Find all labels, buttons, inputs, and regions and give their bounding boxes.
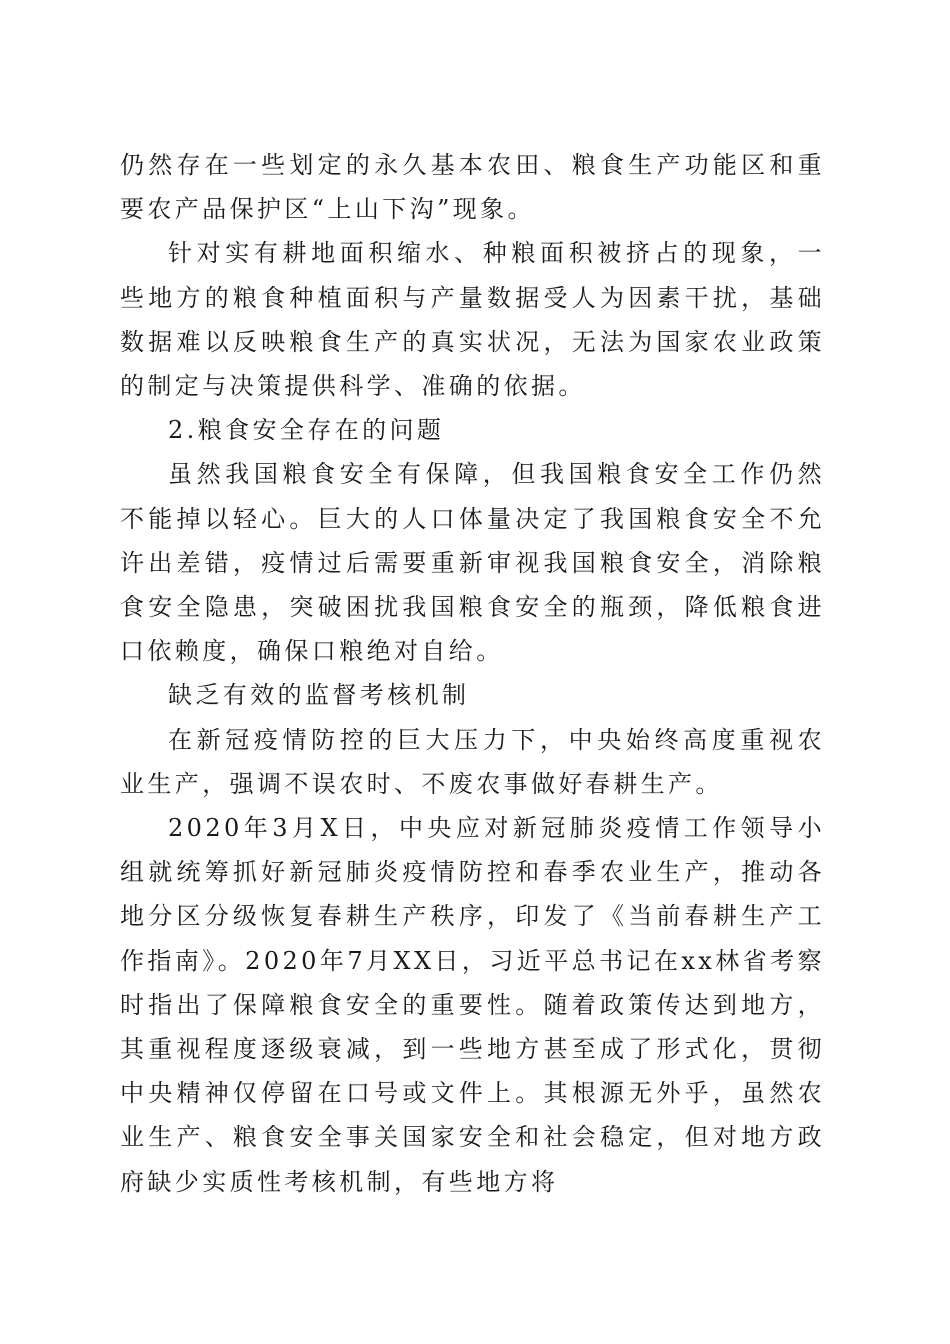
paragraph-1: 仍然存在一些划定的永久基本农田、粮食生产功能区和重要农产品保护区“上山下沟”现象。: [120, 151, 825, 224]
document-body: [120, 143, 825, 1204]
paragraph-2: 针对实有耕地面积缩水、种粮面积被挤占的现象，一些地方的粮食种植面积与产量数据受人为因素干扰，基础数据难以反映粮食生产的真实状况，无法为国家农业政策的制定与决策提供科学、准确的依据。: [120, 239, 825, 401]
section-heading-2: 2.粮食安全存在的问题: [168, 416, 445, 445]
paragraph-4: 在新冠疫情防控的巨大压力下，中央始终高度重视农业生产，强调不误农时、不废农事做好春耕生产。: [120, 725, 825, 798]
subheading-supervision: 缺乏有效的监督考核机制: [168, 681, 470, 710]
paragraph-3: 虽然我国粮食安全有保障，但我国粮食安全工作仍然不能掉以轻心。巨大的人口体量决定了我国粮食安全不允许出差错，疫情过后需要重新审视我国粮食安全，消除粮食安全隐患，突破困扰我国粮食安全的瓶颈，降低粮食进口依赖度，确保口粮绝对自给。: [120, 460, 825, 666]
paragraph-5: 2020年3月X日，中央应对新冠肺炎疫情工作领导小组就统筹抓好新冠肺炎疫情防控和春季农业生产，推动各地分区分级恢复春耕生产秩序，印发了《当前春耕生产工作指南》。2020年7月XX日，习近平总书记在xx林省考察时指出了保障粮食安全的重要性。随着政策传达到地方，其重视程度逐级衰减，到一些地方甚至成了形式化，贯彻中央精神仅停留在口号或文件上。其根源无外乎，虽然农业生产、粮食安全事关国家安全和社会稳定，但对地方政府缺少实质性考核机制，有些地方将: [120, 814, 825, 1196]
